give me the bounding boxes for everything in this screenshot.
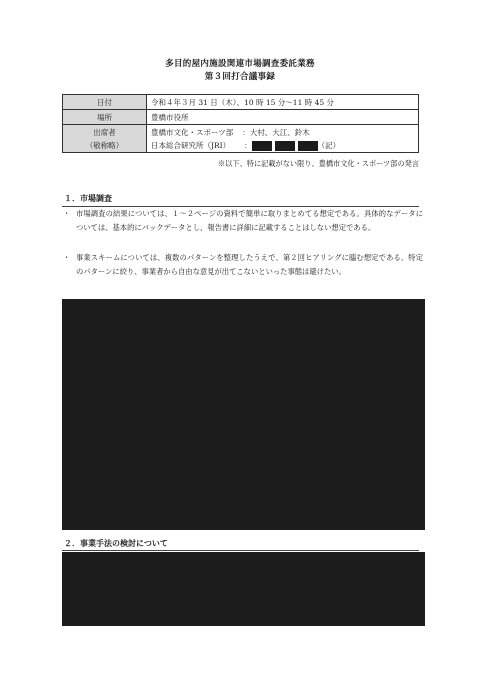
meeting-info-table xyxy=(62,94,419,153)
section-heading-business-method: ２．事業手法の検討について xyxy=(64,538,168,548)
date-row xyxy=(63,95,419,110)
attendee-jri-org: 日本総合研究所（JRI） xyxy=(151,140,231,150)
date-value: 令和４年３月 31 日（木）、10 時 15 分～11 時 45 分 xyxy=(147,95,419,110)
place-value: 豊橋市役所 xyxy=(147,110,419,125)
bullet-mark: ・ xyxy=(63,209,71,218)
attendees-row xyxy=(63,125,419,153)
attendees-label-line1: 出席者 xyxy=(93,127,116,137)
bullet-item xyxy=(63,207,423,235)
date-label: 日付 xyxy=(63,95,147,110)
document-title: 多目的屋内施設関連市場調査委託業務 xyxy=(165,59,315,69)
attendee-line-jri xyxy=(151,139,414,152)
place-label: 場所 xyxy=(63,110,147,125)
redacted-block xyxy=(62,299,425,530)
section-heading-market-research: １．市場調査 xyxy=(64,193,112,203)
bullet-mark: ・ xyxy=(63,253,71,262)
redacted-name xyxy=(298,141,318,151)
attendee-jri-suffix: （記） xyxy=(317,140,341,150)
attendees-label-line2: （敬称略） xyxy=(85,140,124,150)
bullet-text: 事業スキームについては、複数のパターンを整理したうえで、第２回ヒアリングに臨む想定である。特定のパターンに絞り、事業者から自由な意見が出てこないといった事態は避けたい。 xyxy=(76,253,423,276)
attendees-value xyxy=(147,125,419,153)
attendee-city-org: 豊橋市文化・スポーツ部 xyxy=(151,127,234,137)
bullet-text: 市場調査の結果については、１～２ページの資料で簡単に取りまとめてる想定である。具体的なデータについては、基本的にバックデータとし、報告書に詳細に記載することはしない想定である。 xyxy=(76,209,423,232)
attendee-jri-sep: ： xyxy=(244,140,252,150)
speaker-note: ※以下、特に記載がない限り、豊橋市文化・スポーツ部の発言 xyxy=(218,159,419,168)
section-divider xyxy=(62,550,419,551)
redacted-block xyxy=(62,552,425,626)
redacted-name xyxy=(275,141,295,151)
attendees-label xyxy=(63,125,147,153)
document-subtitle: 第３回打合議事録 xyxy=(204,72,276,82)
attendee-city-names: ：大村、大江、鈴木 xyxy=(242,127,310,137)
bullet-item xyxy=(63,251,423,279)
attendee-line-city xyxy=(151,126,414,139)
place-row xyxy=(63,110,419,125)
redacted-name xyxy=(252,141,272,151)
